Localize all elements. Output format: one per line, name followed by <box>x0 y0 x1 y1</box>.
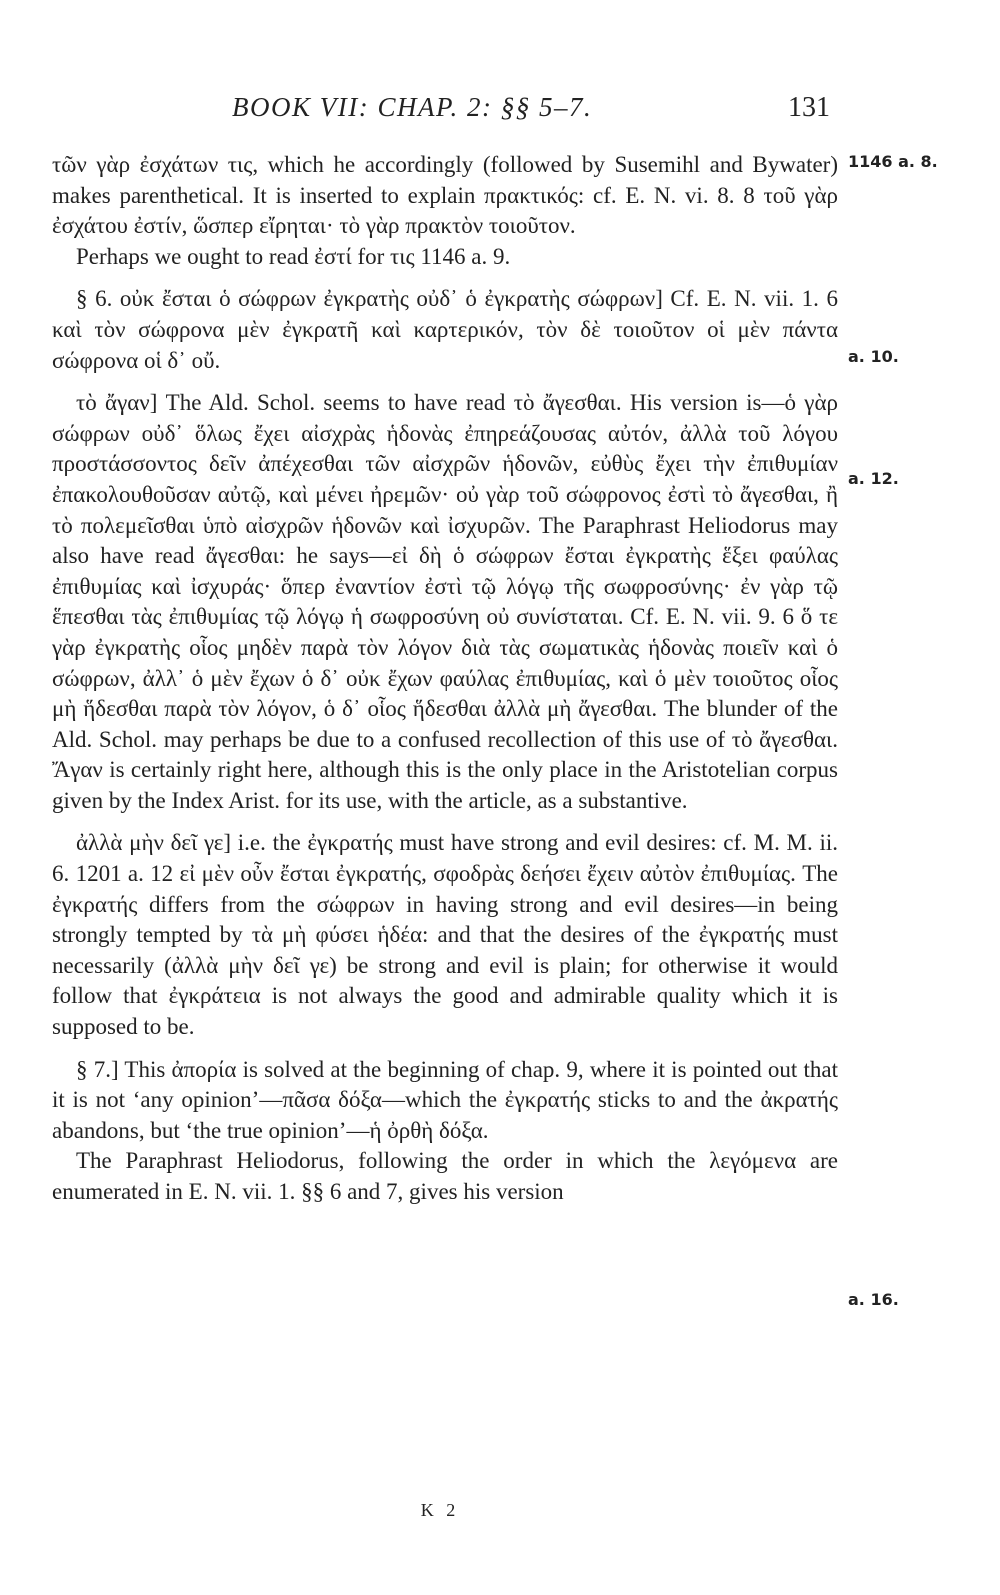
signature-mark: K 2 <box>420 1500 460 1520</box>
margin-ref: 1146 a. 8. <box>848 152 938 171</box>
paragraph-section-6: § 6. οὐκ ἔσται ὁ σώφρων ἐγκρατὴς οὐδ᾽ ὁ ἐγκρατὴς σώφρων] Cf. E. N. vii. 1. 6 καὶ τὸν σώφρονα μὲν ἐγκρατῆ καὶ καρτερικόν, τὸν δὲ τοιοῦτον οἱ μὲν πάντα σώφρονα οἱ δ᾽ οὔ. <box>52 286 838 373</box>
margin-ref: a. 16. <box>848 1290 899 1309</box>
margin-ref: a. 12. <box>848 469 899 488</box>
paragraph: The Paraphrast Heliodorus, following the order in which the λεγόμενα are enumerated in E. N. vii. 1. §§ 6 and 7, gives his version <box>52 1148 838 1204</box>
paragraph: τῶν γὰρ ἐσχάτων τις, which he accordingly (followed by Susemihl and Bywater) makes parenthetical. It is inserted to explain πρακτικός: cf. E. N. vi. 8. 8 τοῦ γὰρ ἐσχάτου ἐστίν, ὥσπερ εἴρηται· τὸ γὰρ πρακτὸν τοιοῦτον. <box>52 152 838 239</box>
main-text <box>52 150 838 1208</box>
paragraph: Perhaps we ought to read ἐστί for τις 1146 a. 9. <box>76 243 511 269</box>
running-header <box>52 92 838 132</box>
paragraph-alla-men: ἀλλὰ μὴν δεῖ γε] i.e. the ἐγκρατής must have strong and evil desires: cf. M. M. ii. 6. 1201 a. 12 εἰ μὲν οὖν ἔσται ἐγκρατής, σφοδρὰς δεήσει ἔχειν αὐτὸν ἐπιθυμίας. The ἐγκρατής differs from the σώφρων in having strong and evil desires—in being strongly tempted by τὰ μὴ φύσει ἡδέα: and that the desires of the ἐγκρατής must necessarily (ἀλλὰ μὴν δεῖ γε) be strong and evil is plain; for otherwise it would follow that ἐγκράτεια is not always the good and admirable quality which it is supposed to be. <box>52 830 838 1040</box>
paragraph-to-agan: τὸ ἄγαν] The Ald. Schol. seems to have read τὸ ἄγεσθαι. His version is—ὁ γὰρ σώφρων οὐδ᾽ ὅλως ἔχει αἰσχρὰς ἡδονὰς ἐπηρεάζουσας αὐτόν, ἀλλὰ τοῦ λόγου προστάσσοντος δεῖν ἀπέχεσθαι τῶν αἰσχρῶν ἡδονῶν, εὐθὺς ἔχει τὴν ἐπιθυμίαν ἐπακολουθοῦσαν αὐτῷ, καὶ μένει ἠρεμῶν· οὐ γὰρ τοῦ σώφρονος ἐστὶ τὸ ἄγεσθαι, ἢ τὸ πολεμεῖσθαι ὑπὸ αἰσχρῶν ἡδονῶν καὶ ἰσχυρῶν. The Paraphrast Heliodorus may also have read ἄγεσθαι: he says—εἰ δὴ ὁ σώφρων ἔσται ἐγκρατὴς ἕξει φαύλας ἐπιθυμίας καὶ ἰσχυράς· ὅπερ ἐναντίον ἐστὶ τῷ λόγῳ τῆς σωφροσύνης· ἐν γὰρ τῷ ἕπεσθαι τὰς ἐπιθυμίας τῷ λόγῳ ἡ σωφροσύνη οὐ συνίσταται. Cf. E. N. vii. 9. 6 ὅ τε γὰρ ἐγκρατὴς οἷος μηδὲν παρὰ τὸν λόγον διὰ τὰς σωματικὰς ἡδονὰς ποιεῖν καὶ ὁ σώφρων, ἀλλ᾽ ὁ μὲν ἔχων ὁ δ᾽ οὐκ ἔχων φαύλας ἐπιθυμίας, καὶ ὁ μὲν τοιοῦτος οἷος μὴ ἥδεσθαι παρὰ τὸν λόγον, ὁ δ᾽ οἷος ἥδεσθαι ἀλλὰ μὴ ἄγεσθαι. The blunder of the Ald. Schol. may perhaps be due to a confused recollection of this use of τὸ ἄγεσθαι. Ἄγαν is certainly right here, although this is the only place in the Aristotelian corpus given by the Index Arist. for its use, with the article, as a substantive. <box>52 390 838 813</box>
paragraph-section-7: § 7.] This ἀπορία is solved at the beginning of chap. 9, where it is pointed out that it is not ‘any opinion’—πᾶσα δόξα—which the ἐγκρατής sticks to and the ἀκρατής abandons, but ‘the true opinion’—ἡ ὀρθὴ δόξα. <box>52 1056 838 1143</box>
page-number: 131 <box>788 92 830 123</box>
margin-ref: a. 10. <box>848 347 899 366</box>
running-title: BOOK VII: CHAP. 2: §§ 5–7. <box>232 92 593 122</box>
